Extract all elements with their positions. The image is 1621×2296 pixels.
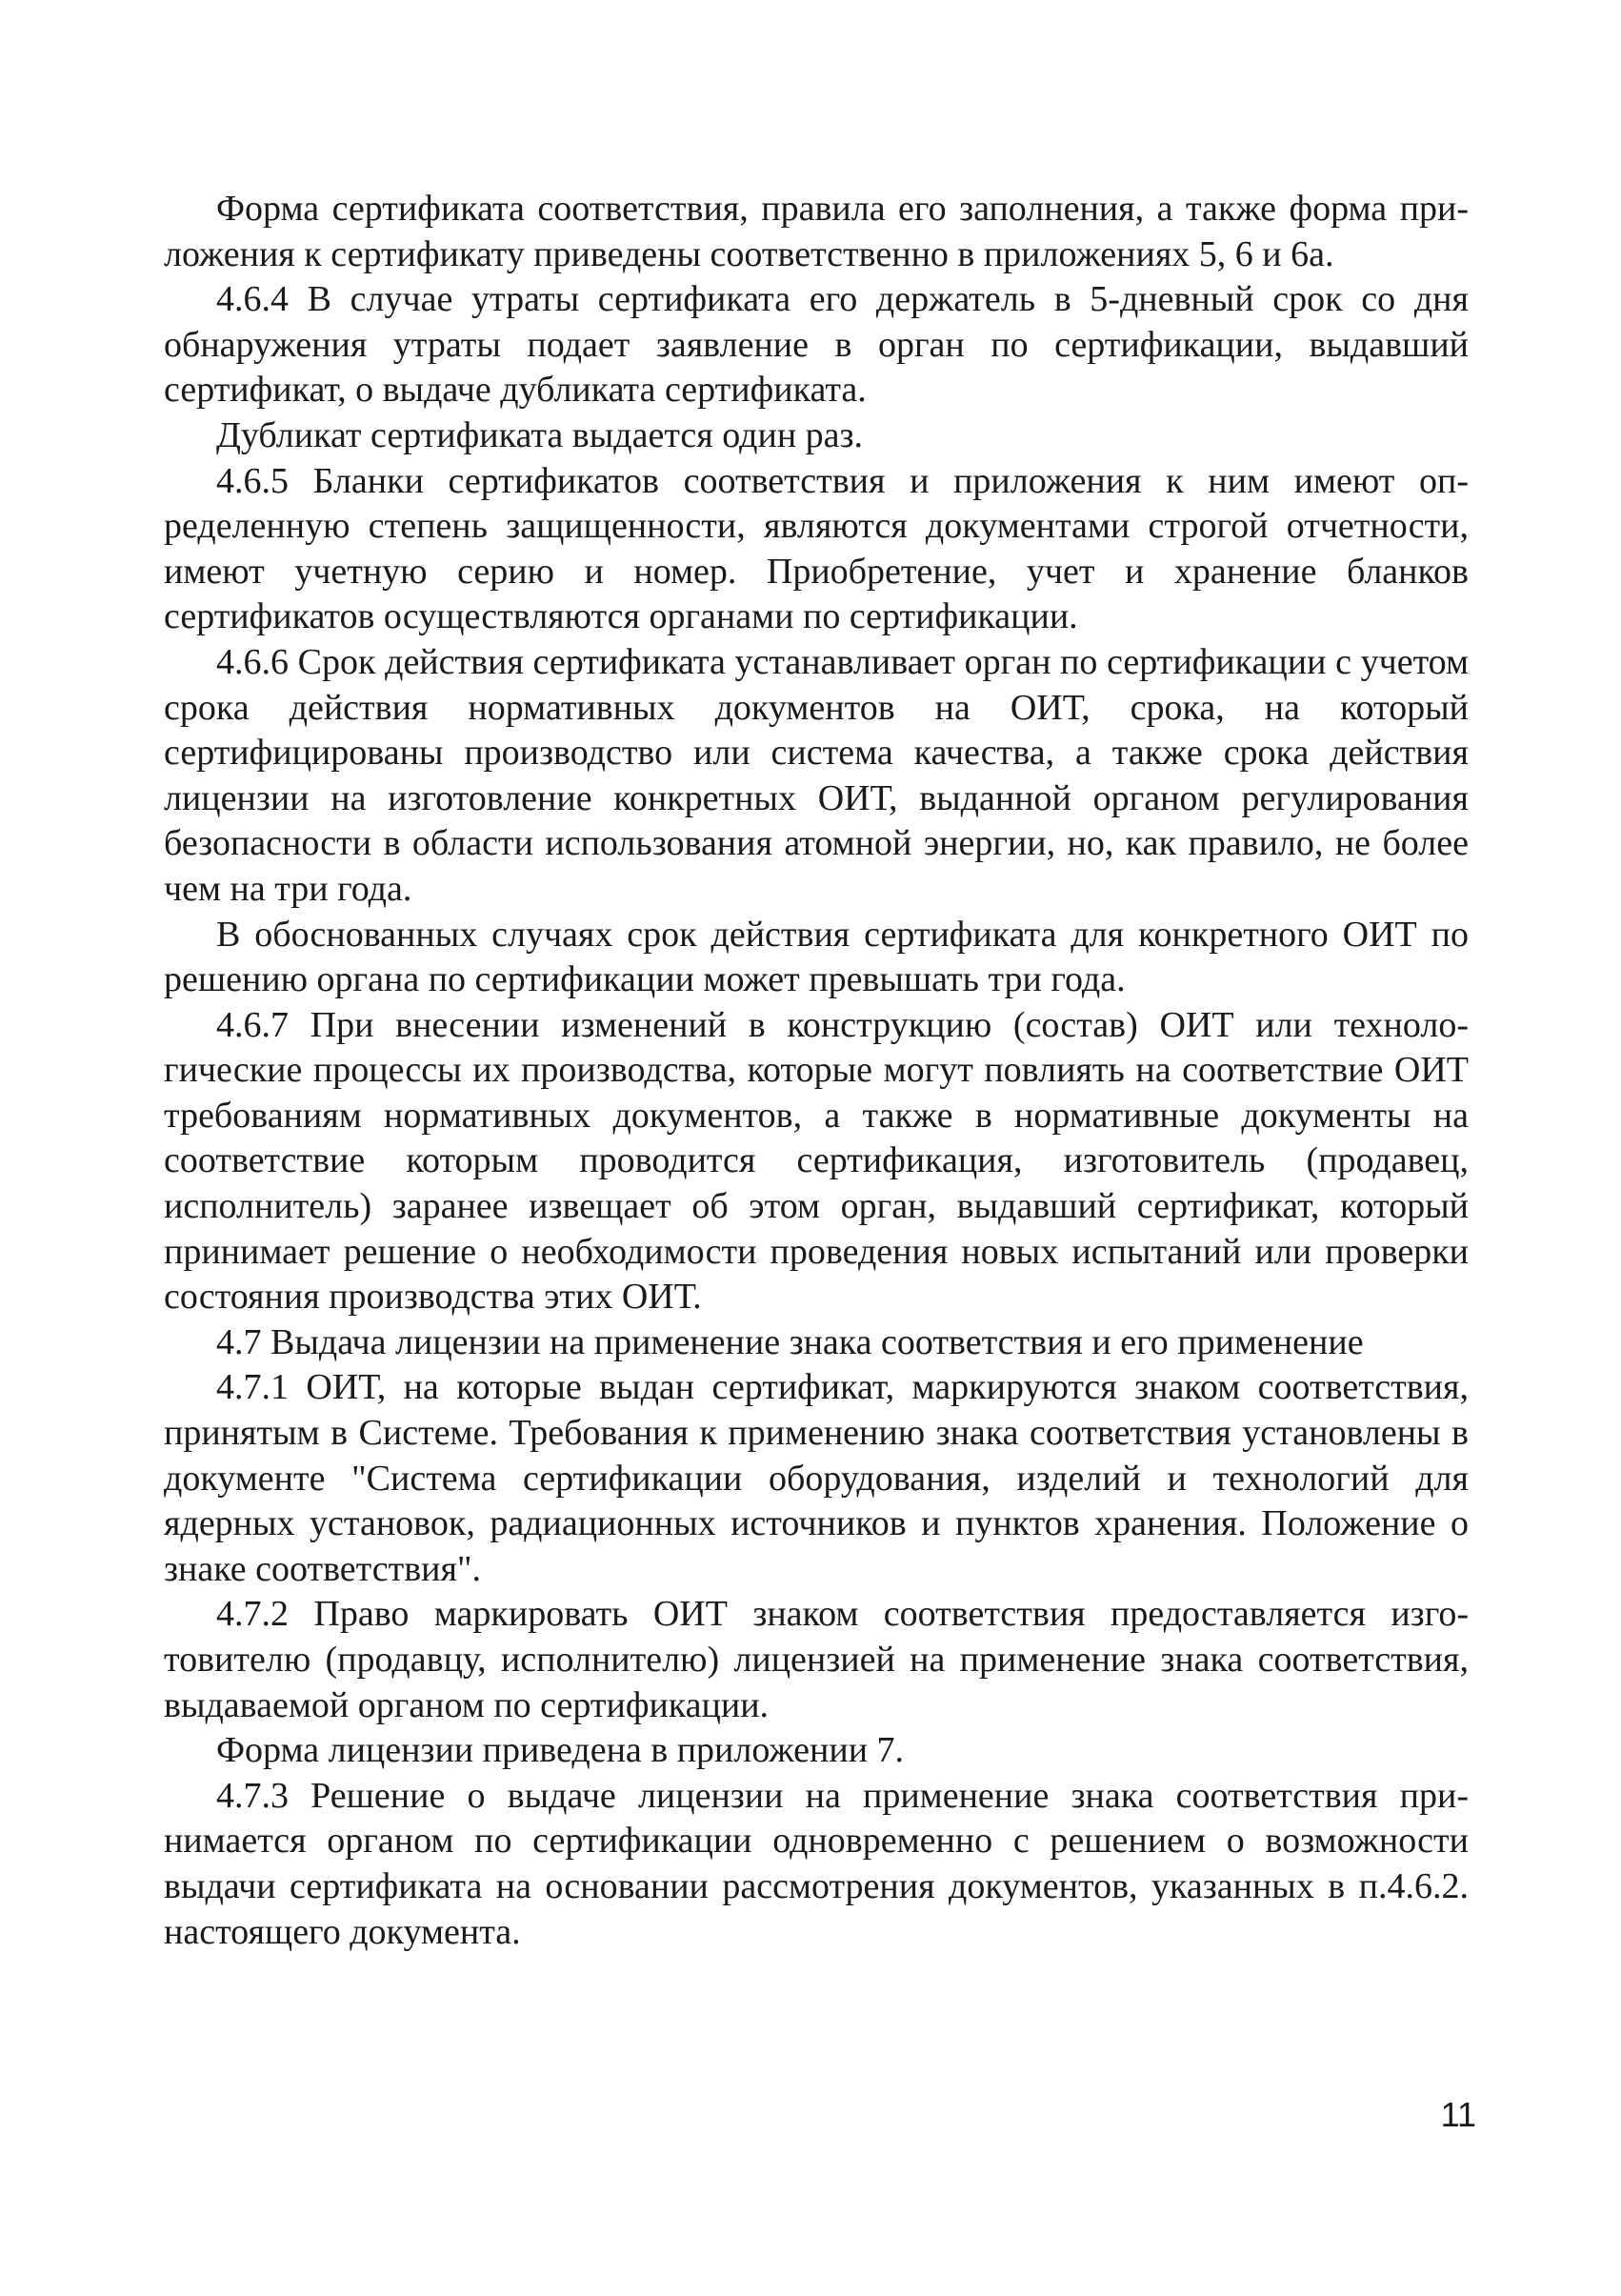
paragraph: 4.7.1 ОИТ, на которые выдан сертификат, маркируются знаком соответствия, принятым в Системе. Требования к применению знака соответствия установлены в документе "Система сертификации оборудования, изделий и технологий для ядерных установок, радиационных источников и пунктов хранения. Положение о знаке соответствия". [164, 1367, 1469, 1589]
body-text [164, 187, 1469, 1955]
section-heading: 4.7 Выдача лицензии на применение знака соответствия и его применение [216, 1321, 1364, 1362]
paragraph: Дубликат сертификата выдается один раз. [216, 414, 864, 455]
paragraph: 4.6.4 В случае утраты сертификата его держатель в 5-дневный срок со дня обнаружения утраты подает заявление в орган по сертификации, выдавший сертификат, о выдаче дубликата сертификата. [164, 279, 1469, 411]
paragraph: Форма лицензии приведена в приложении 7. [216, 1730, 905, 1771]
paragraph: 4.6.7 При внесении изменений в конструкцию (состав) ОИТ или технологические процессы их производства, которые могут повлиять на соответствие ОИТ требованиям нормативных документов, а также в нормативные документы на соответствие которым проводится сертификация, изготовитель (продавец, исполнитель) заранее извещает об этом орган, выдавший сертификат, который принимает решение о необходимости проведения новых испытаний или проверки состояния производства этих ОИТ. [164, 1004, 1469, 1318]
paragraph: Форма сертификата соответствия, правила его заполнения, а также форма приложения к сертификату приведены соответственно в приложениях 5, 6 и 6а. [164, 189, 1469, 274]
paragraph: 4.6.6 Срок действия сертификата устанавливает орган по сертификации с учетом срока действия нормативных документов на ОИТ, срока, на который сертифицированы производство или система качества, а также срока действия лицензии на изготовление конкретных ОИТ, выданной органом регулирования безопасности в области использования атомной энергии, но, как правило, не более чем на три года. [164, 641, 1469, 909]
paragraph: 4.6.5 Бланки сертификатов соответствия и приложения к ним имеют определенную степень защищенности, являются документами строгой отчетности, имеют учетную серию и номер. Приобретение, учет и хранение бланков сертификатов осуществляются органами по сертификации. [164, 460, 1469, 637]
page-number: 11 [1440, 2095, 1476, 2134]
paragraph: В обоснованных случаях срок действия сертификата для конкретного ОИТ по решению органа по сертификации может превышать три года. [164, 914, 1469, 1000]
paragraph: 4.7.2 Право маркировать ОИТ знаком соответствия предоставляется изготовителю (продавцу, исполнителю) лицензией на применение знака соответствия, выдаваемой органом по сертификации. [164, 1594, 1469, 1725]
paragraph: 4.7.3 Решение о выдаче лицензии на применение знака соответствия принимается органом по сертификации одновременно с решением о возможности выдачи сертификата на основании рассмотрения документов, указанных в п.4.6.2. настоящего документа. [164, 1775, 1469, 1952]
